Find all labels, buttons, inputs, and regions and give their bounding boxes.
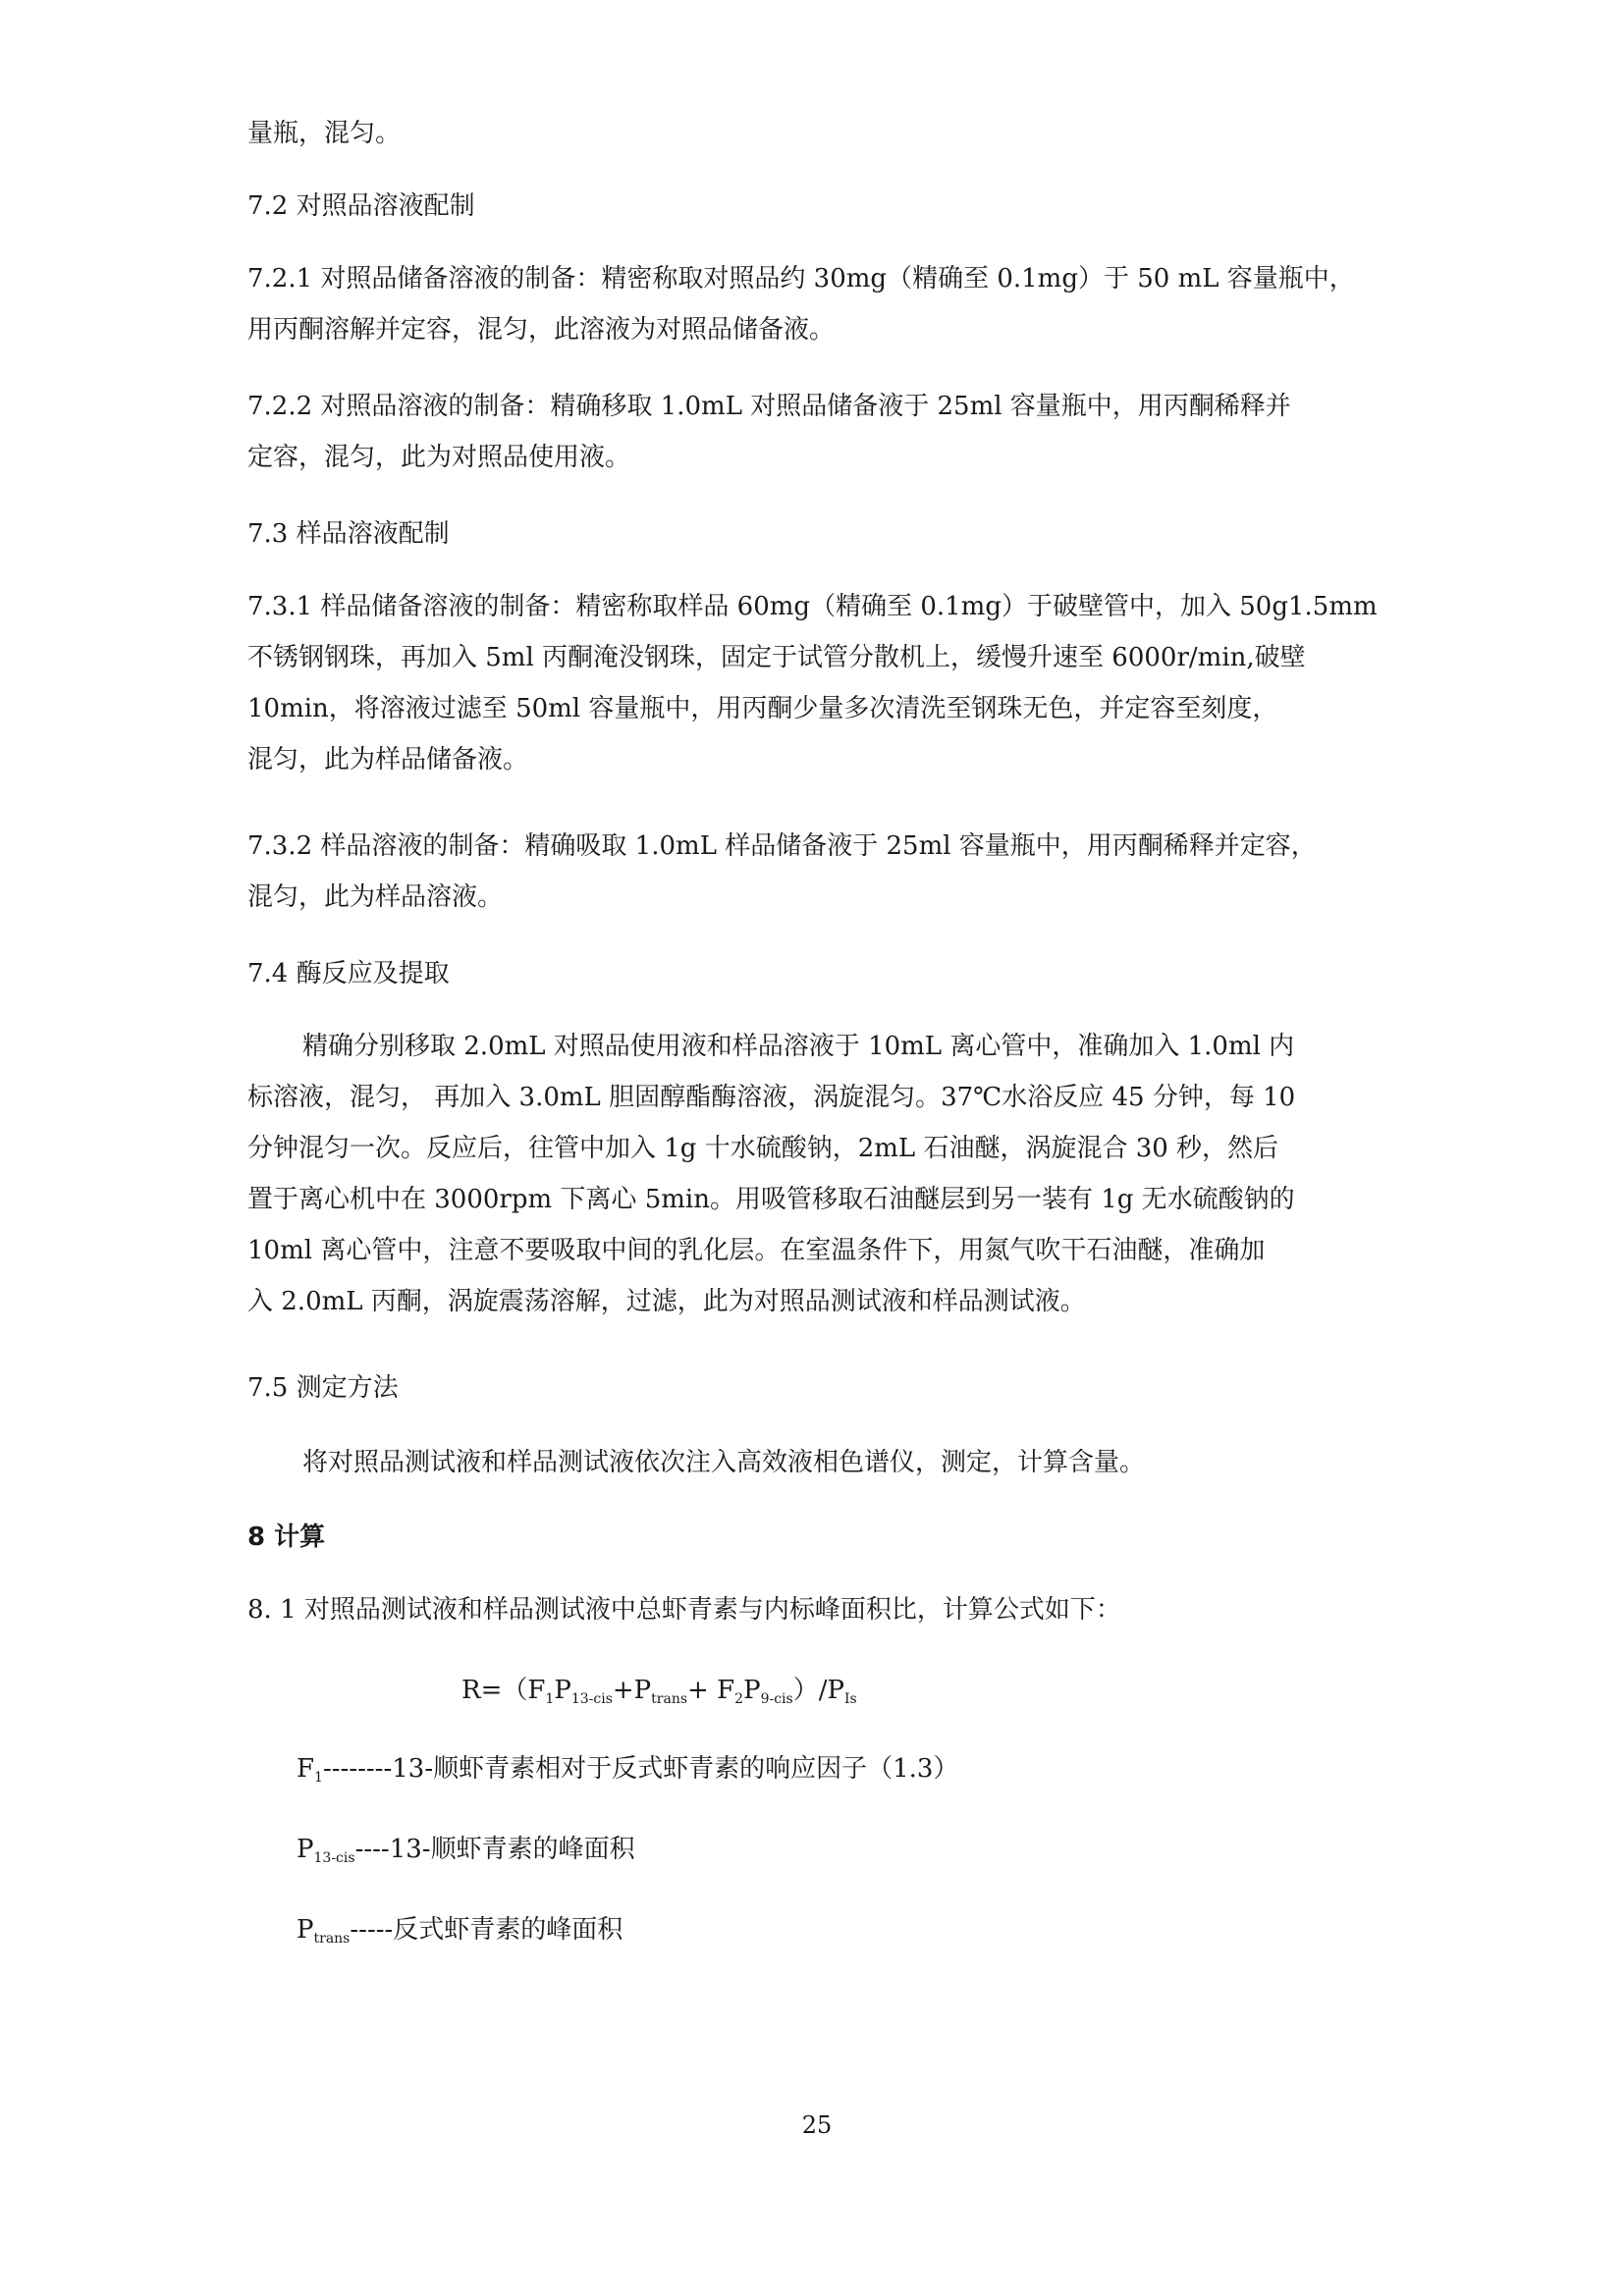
definition-p13cis: $P_{13-cis}----13-$顺虾青素的峰面积	[297, 1835, 635, 1866]
definition-f1: $F_1--------13-$顺虾青素相对于反式虾青素的响应因子（1.3）	[297, 1754, 959, 1786]
page-number: 25	[801, 2111, 833, 2139]
heading-7-4: 7.4 酶反应及提取	[247, 959, 450, 988]
heading-8: 8 计算	[247, 1522, 326, 1552]
heading-7-2: 7.2 对照品溶液配制	[247, 191, 475, 221]
paragraph-7-3-1: 7.3.1 样品储备溶液的制备：精密称取样品 60mg（精确至 0.1mg）于破壁管中，加入 50g1.5mm 不锈钢钢珠，再加入 5ml 丙酮淹没钢珠，固定于试管分散机上，缓慢升速至 6000r/min,破壁 10min，将溶液过滤至 50ml 容量瓶中，用丙酮少量多次清洗至钢珠无色，并定容至刻度， 混匀，此为样品储备液。	[247, 592, 1378, 774]
paragraph-7-2-1: 7.2.1 对照品储备溶液的制备：精密称取对照品约 30mg（精确至 0.1mg）于 50 mL 容量瓶中， 用丙酮溶解并定容，混匀，此溶液为对照品储备液。	[247, 264, 1355, 345]
paragraph-7-5: 将对照品测试液和样品测试液依次注入高效液相色谱仪，测定，计算含量。	[302, 1448, 1146, 1477]
definition-ptrans: $P_{trans}-----$反式虾青素的峰面积	[297, 1915, 623, 1947]
heading-7-3: 7.3 样品溶液配制	[247, 519, 450, 549]
formula-r: $R=(F_1P_{13-cis}+P_{trans}+ F_2P_{9-cis})/P_{Is}$	[461, 1676, 857, 1707]
heading-7-5: 7.5 测定方法	[247, 1373, 399, 1403]
document-page	[247, 0, 1386, 2296]
paragraph-continuation: 量瓶，混匀。	[247, 119, 402, 148]
paragraph-7-4: 精确分别移取 2.0mL 对照品使用液和样品溶液于 10mL 离心管中，准确加入 1.0ml 内 标溶液，混匀， 再加入 3.0mL 胆固醇酯酶溶液，涡旋混匀。37℃水浴反应 45 分钟，每 10 分钟混匀一次。反应后，往管中加入 1g 十水硫酸钠，2mL 石油醚，涡旋混合 30 秒，然后 置于离心机中在 3000rpm 下离心 5min。用吸管移取石油醚层到另一装有 1g 无水硫酸钠的 10ml 离心管中，注意不要吸取中间的乳化层。在室温条件下，用氮气吹干石油醚，准确加 入 2.0mL 丙酮，涡旋震荡溶解，过滤，此为对照品测试液和样品测试液。	[247, 1032, 1296, 1316]
paragraph-7-3-2: 7.3.2 样品溶液的制备：精确吸取 1.0mL 样品储备液于 25ml 容量瓶中，用丙酮稀释并定容， 混匀，此为样品溶液。	[247, 831, 1317, 912]
paragraph-7-2-2: 7.2.2 对照品溶液的制备：精确移取 1.0mL 对照品储备液于 25ml 容量瓶中，用丙酮稀释并 定容，混匀，此为对照品使用液。	[247, 392, 1291, 472]
paragraph-8-1: 8. 1 对照品测试液和样品测试液中总虾青素与内标峰面积比，计算公式如下：	[247, 1595, 1121, 1625]
